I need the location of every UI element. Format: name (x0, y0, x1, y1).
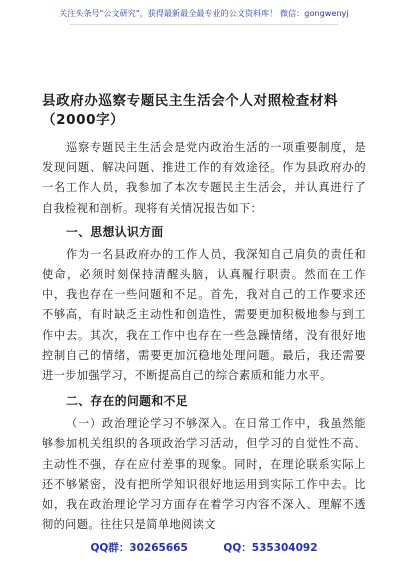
document-title: 县政府办巡察专题民主生活会个人对照检查材料（2000字） (42, 93, 339, 128)
header-banner: 关注头条号"公文研究"，获得最新最全最专业的公文资料库！ 微信：gongwenyj (59, 9, 349, 18)
footer-qq: QQ：535304092 (223, 542, 318, 554)
section-heading-ideology: 一、思想认识方面 (66, 224, 164, 239)
header-divider (70, 24, 338, 25)
footer-qq-group: QQ群：30265665 (90, 542, 188, 554)
intro-paragraph: 巡察专题民主生活会是党内政治生活的一项重要制度，是发现问题、解决问题、推进工作的有效途径。作为县政府办的一名工作人员，我参加了本次专题民主生活会，并认真进行了自我检视和剖析。现将有关情况报告如下： (42, 141, 366, 215)
document-body (42, 138, 366, 535)
footer-contact (0, 540, 408, 555)
section-paragraph-ideology: 作为一名县政府办的工作人员，我深知自己肩负的责任和使命，必须时刻保持清醒头脑，认真履行职责。然而在工作中，我也存在一些问题和不足。首先，我对自己的工作要求还不够高，有时缺乏主动性和创造性，需要更加积极地参与到工作中去。其次，我在工作中也存在一些急躁情绪，没有很好地控制自己的情绪，需要更加沉稳地处理问题。最后，我还需要进一步加强学习，不断提高自己的综合素质和能力水平。 (42, 247, 366, 383)
section-heading-problems: 二、存在的问题和不足 (66, 394, 188, 409)
section-paragraph-problems: （一）政治理论学习不够深入。在日常工作中，我虽然能够参加机关组织的各项政治学习活动，但学习的自觉性不高、主动性不强，存在应付差事的现象。同时，在理论联系实际上还不够紧密，没有把所学知识很好地运用到实际工作中去。比如，我在政治理论学习方面存在着学习内容不深入、理解不透彻的问题。往往只是简单地阅读文 (42, 417, 366, 532)
